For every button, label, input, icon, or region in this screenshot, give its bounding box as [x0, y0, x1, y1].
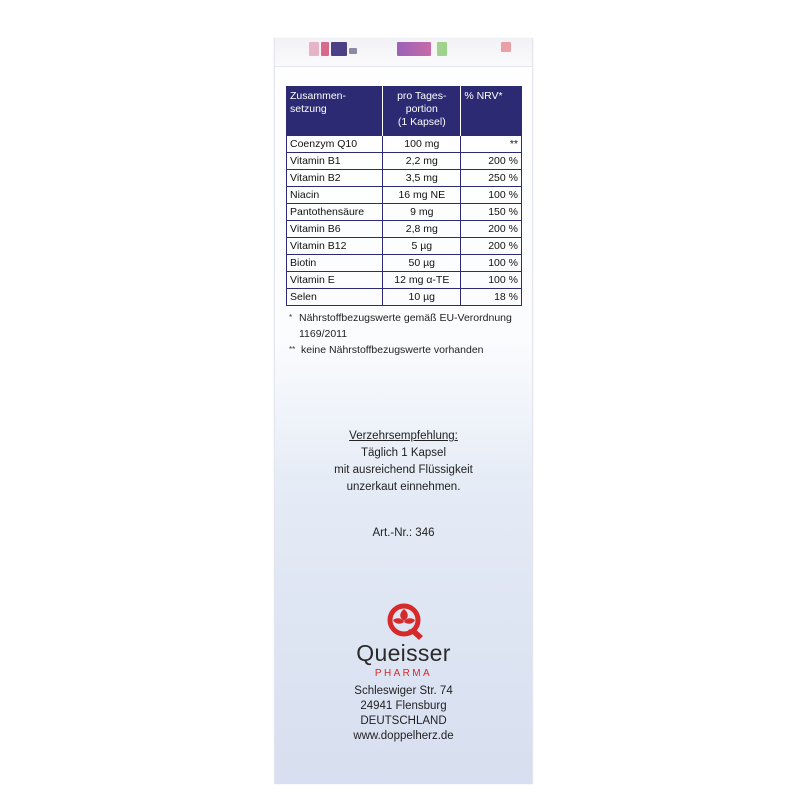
flap-print-mark	[309, 42, 319, 56]
footnote-double-star: **	[289, 345, 296, 354]
flap-print-mark	[321, 42, 329, 56]
flap-print-mark	[349, 48, 357, 54]
dosage-line: unzerkaut einnehmen.	[346, 481, 461, 493]
nutrition-table-header	[287, 87, 522, 136]
table-row	[287, 238, 522, 255]
flap-print-mark	[397, 42, 431, 56]
nutrient-name-cell: Vitamin B6	[287, 221, 383, 238]
nutrient-amount-cell: 2,8 mg	[383, 221, 461, 238]
nutrient-nrv-cell: 250 %	[461, 170, 522, 187]
nutrient-amount-cell: 50 µg	[383, 255, 461, 272]
nutrient-name-cell: Niacin	[287, 187, 383, 204]
table-row	[287, 170, 522, 187]
brand-name: Queisser	[356, 640, 451, 666]
nutrient-nrv-cell: 150 %	[461, 204, 522, 221]
dosage-recommendation	[275, 428, 532, 496]
company-address	[275, 684, 532, 744]
footnote-nrv-text: Nährstoffbezugswerte gemäß EU-Verordnung 1169/2011	[299, 312, 512, 340]
header-daily-portion	[383, 87, 461, 136]
nutrient-name-cell: Vitamin B1	[287, 153, 383, 170]
table-row	[287, 221, 522, 238]
website-url: www.doppelherz.de	[353, 730, 454, 742]
nutrient-nrv-cell: 200 %	[461, 153, 522, 170]
nutrient-nrv-cell: 100 %	[461, 255, 522, 272]
product-box-side-panel	[274, 38, 533, 784]
header-nrv-text: % NRV*	[464, 90, 503, 102]
header-composition	[287, 87, 383, 136]
nutrient-amount-cell: 3,5 mg	[383, 170, 461, 187]
queisser-leaf-q-icon	[383, 600, 425, 642]
nutrient-name-cell: Pantothensäure	[287, 204, 383, 221]
nutrient-nrv-cell: 18 %	[461, 289, 522, 306]
box-top-flap	[275, 38, 532, 67]
table-row	[287, 204, 522, 221]
table-row	[287, 289, 522, 306]
nutrient-nrv-cell: **	[461, 136, 522, 153]
nutrient-nrv-cell: 100 %	[461, 187, 522, 204]
header-nrv	[461, 87, 522, 136]
nutrient-name-cell: Coenzym Q10	[287, 136, 383, 153]
table-row	[287, 187, 522, 204]
footnotes	[289, 310, 519, 358]
table-row	[287, 272, 522, 289]
brand-subtitle: PHARMA	[374, 668, 433, 679]
dosage-line: mit ausreichend Flüssigkeit	[334, 464, 473, 476]
footnote-no-nrv-text: keine Nährstoffbezugswerte vorhanden	[301, 344, 484, 356]
nutrient-amount-cell: 9 mg	[383, 204, 461, 221]
nutrient-name-cell: Selen	[287, 289, 383, 306]
nutrient-amount-cell: 5 µg	[383, 238, 461, 255]
nutrient-name-cell: Vitamin B2	[287, 170, 383, 187]
article-number: Art.-Nr.: 346	[372, 527, 435, 539]
nutrient-amount-cell: 2,2 mg	[383, 153, 461, 170]
nutrient-nrv-cell: 200 %	[461, 221, 522, 238]
nutrient-amount-cell: 12 mg α-TE	[383, 272, 461, 289]
address-city: 24941 Flensburg	[360, 700, 447, 712]
nutrition-table	[286, 86, 522, 306]
footnote-star: *	[289, 313, 293, 322]
nutrient-amount-cell: 16 mg NE	[383, 187, 461, 204]
dosage-heading: Verzehrsempfehlung:	[349, 430, 458, 442]
table-row	[287, 255, 522, 272]
nutrient-nrv-cell: 200 %	[461, 238, 522, 255]
flap-print-mark	[501, 42, 511, 52]
nutrient-nrv-cell: 100 %	[461, 272, 522, 289]
flap-print-mark	[331, 42, 347, 56]
address-country: DEUTSCHLAND	[360, 715, 447, 727]
flap-print-mark	[437, 42, 447, 56]
header-composition-text: Zusammen- setzung	[290, 90, 347, 115]
nutrient-amount-cell: 10 µg	[383, 289, 461, 306]
nutrient-name-cell: Biotin	[287, 255, 383, 272]
table-row	[287, 153, 522, 170]
footnote-nrv	[289, 310, 519, 342]
header-daily-portion-text: pro Tages- portion (1 Kapsel)	[397, 90, 447, 128]
nutrition-table-body	[287, 136, 522, 306]
address-street: Schleswiger Str. 74	[354, 685, 453, 697]
dosage-line: Täglich 1 Kapsel	[360, 447, 447, 459]
nutrient-name-cell: Vitamin E	[287, 272, 383, 289]
table-row	[287, 136, 522, 153]
nutrient-name-cell: Vitamin B12	[287, 238, 383, 255]
footnote-no-nrv	[289, 342, 519, 358]
nutrient-amount-cell: 100 mg	[383, 136, 461, 153]
